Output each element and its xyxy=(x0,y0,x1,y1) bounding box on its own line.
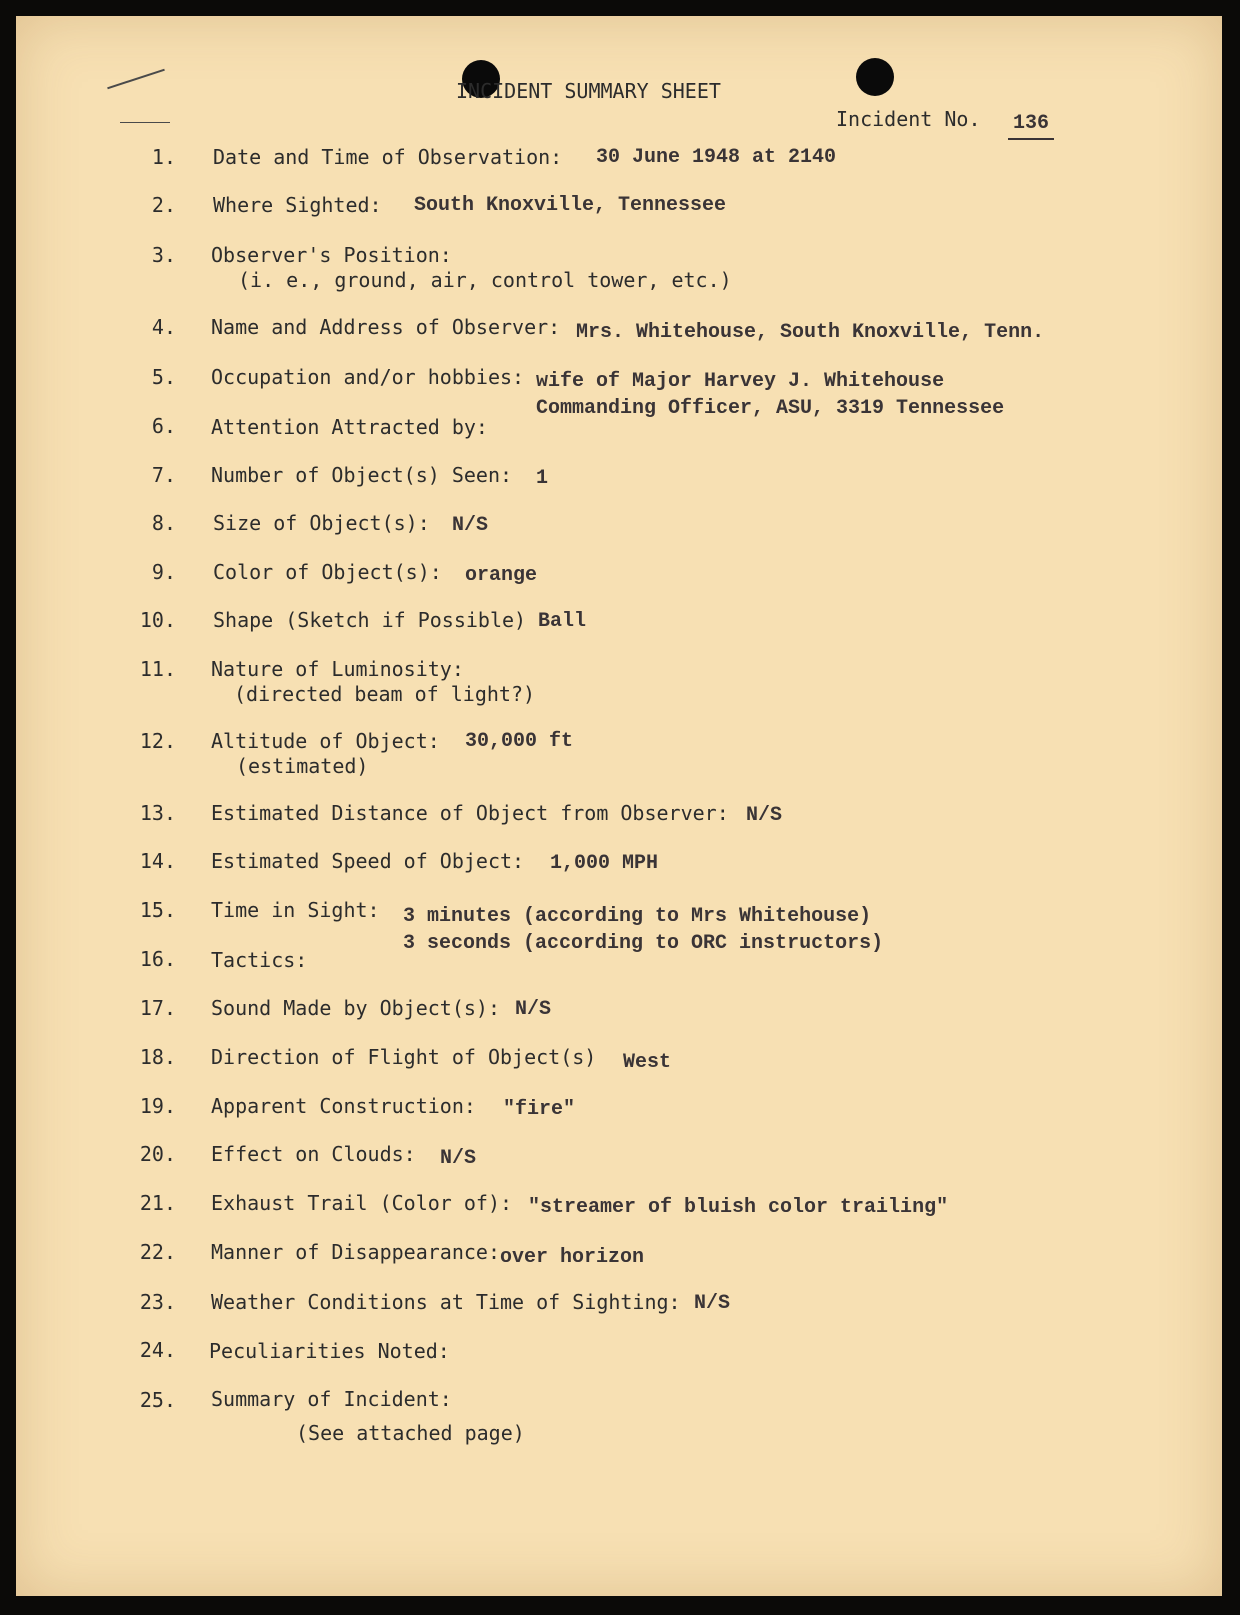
item-sub-altitude: (estimated) xyxy=(236,754,369,778)
answer-direction: West xyxy=(623,1051,672,1074)
item-label-where-sighted: Where Sighted: xyxy=(213,193,382,217)
answer-time-in-sight: 3 minutes (according to Mrs Whitehouse) xyxy=(403,905,872,928)
item-label-sound: Sound Made by Object(s): xyxy=(211,996,500,1020)
item-label-color: Color of Object(s): xyxy=(213,560,442,584)
margin-mark xyxy=(120,122,170,123)
item-label-attention: Attention Attracted by: xyxy=(211,415,488,439)
answer-speed: 1,000 MPH xyxy=(550,852,659,875)
answer-time-in-sight-line-2: 3 seconds (according to ORC instructors) xyxy=(403,932,884,955)
item-label-observer-position: Observer's Position: xyxy=(211,243,452,267)
item-number: 9. xyxy=(151,560,176,584)
answer-color: orange xyxy=(465,564,538,587)
item-label-construction: Apparent Construction: xyxy=(211,1094,476,1118)
item-label-clouds: Effect on Clouds: xyxy=(211,1142,416,1166)
item-label-direction: Direction of Flight of Object(s) xyxy=(211,1045,597,1069)
answer-size: N/S xyxy=(452,514,489,537)
item-sub-summary: (See attached page) xyxy=(296,1421,525,1445)
answer-sound: N/S xyxy=(515,998,552,1021)
item-number: 20. xyxy=(139,1142,176,1166)
item-number: 23. xyxy=(139,1290,176,1314)
item-number: 1. xyxy=(151,145,176,169)
answer-exhaust: "streamer of bluish color trailing" xyxy=(528,1196,949,1219)
item-label-peculiarities: Peculiarities Noted: xyxy=(209,1339,450,1363)
document-sheet xyxy=(16,16,1222,1596)
answer-occupation-line-2: Commanding Officer, ASU, 3319 Tennessee xyxy=(536,397,1005,420)
item-label-distance: Estimated Distance of Object from Observer: xyxy=(211,801,729,825)
item-label-observer-name: Name and Address of Observer: xyxy=(211,315,561,339)
item-label-weather: Weather Conditions at Time of Sighting: xyxy=(211,1290,681,1314)
item-label-summary: Summary of Incident: xyxy=(211,1387,452,1411)
item-label-size: Size of Object(s): xyxy=(213,511,430,535)
item-number: 6. xyxy=(151,414,176,438)
item-label-luminosity: Nature of Luminosity: xyxy=(211,657,464,681)
incident-number: 136 xyxy=(1008,110,1054,140)
answer-clouds: N/S xyxy=(440,1147,477,1170)
item-number: 7. xyxy=(151,463,176,487)
item-sub-observer-position: (i. e., ground, air, control tower, etc.) xyxy=(238,268,732,292)
sheet-title: INCIDENT SUMMARY SHEET xyxy=(456,79,721,103)
item-label-number-seen: Number of Object(s) Seen: xyxy=(211,463,513,487)
item-number: 11. xyxy=(139,657,176,681)
item-number: 25. xyxy=(139,1388,176,1412)
item-number: 19. xyxy=(139,1094,176,1118)
item-number: 21. xyxy=(139,1191,176,1215)
answer-distance: N/S xyxy=(746,804,783,827)
item-label-shape: Shape (Sketch if Possible) xyxy=(213,608,527,632)
item-number: 24. xyxy=(139,1338,176,1362)
item-label-tactics: Tactics: xyxy=(211,948,308,972)
item-number: 10. xyxy=(139,608,176,632)
item-label-date-time: Date and Time of Observation: xyxy=(213,145,563,169)
item-label-exhaust: Exhaust Trail (Color of): xyxy=(211,1191,513,1215)
item-number: 12. xyxy=(139,729,176,753)
item-number: 22. xyxy=(139,1240,176,1264)
item-number: 4. xyxy=(151,315,176,339)
answer-weather: N/S xyxy=(694,1292,731,1315)
item-sub-luminosity: (directed beam of light?) xyxy=(234,682,536,706)
item-number: 18. xyxy=(139,1045,176,1069)
answer-construction: "fire" xyxy=(503,1098,576,1121)
answer-date-time: 30 June 1948 at 2140 xyxy=(596,146,837,169)
answer-occupation: wife of Major Harvey J. Whitehouse xyxy=(536,370,945,393)
item-label-altitude: Altitude of Object: xyxy=(211,729,440,753)
item-number: 8. xyxy=(151,511,176,535)
item-number: 13. xyxy=(139,801,176,825)
answer-altitude: 30,000 ft xyxy=(465,730,574,753)
item-number: 15. xyxy=(139,898,176,922)
answer-disappearance: over horizon xyxy=(500,1246,645,1269)
answer-observer-name: Mrs. Whitehouse, South Knoxville, Tenn. xyxy=(576,321,1045,344)
answer-shape: Ball xyxy=(538,610,587,633)
item-number: 2. xyxy=(151,193,176,217)
incident-number-label: Incident No. xyxy=(836,107,981,131)
item-number: 17. xyxy=(139,996,176,1020)
answer-number-seen: 1 xyxy=(536,467,549,490)
item-label-speed: Estimated Speed of Object: xyxy=(211,849,525,873)
item-number: 5. xyxy=(151,365,176,389)
item-number: 14. xyxy=(139,849,176,873)
margin-mark xyxy=(107,69,165,89)
item-label-disappearance: Manner of Disappearance: xyxy=(211,1240,500,1264)
punch-hole xyxy=(856,58,894,96)
item-number: 3. xyxy=(151,243,176,267)
answer-where-sighted: South Knoxville, Tennessee xyxy=(414,194,727,217)
item-number: 16. xyxy=(139,947,176,971)
item-label-occupation: Occupation and/or hobbies: xyxy=(211,365,525,389)
item-label-time-in-sight: Time in Sight: xyxy=(211,898,380,922)
